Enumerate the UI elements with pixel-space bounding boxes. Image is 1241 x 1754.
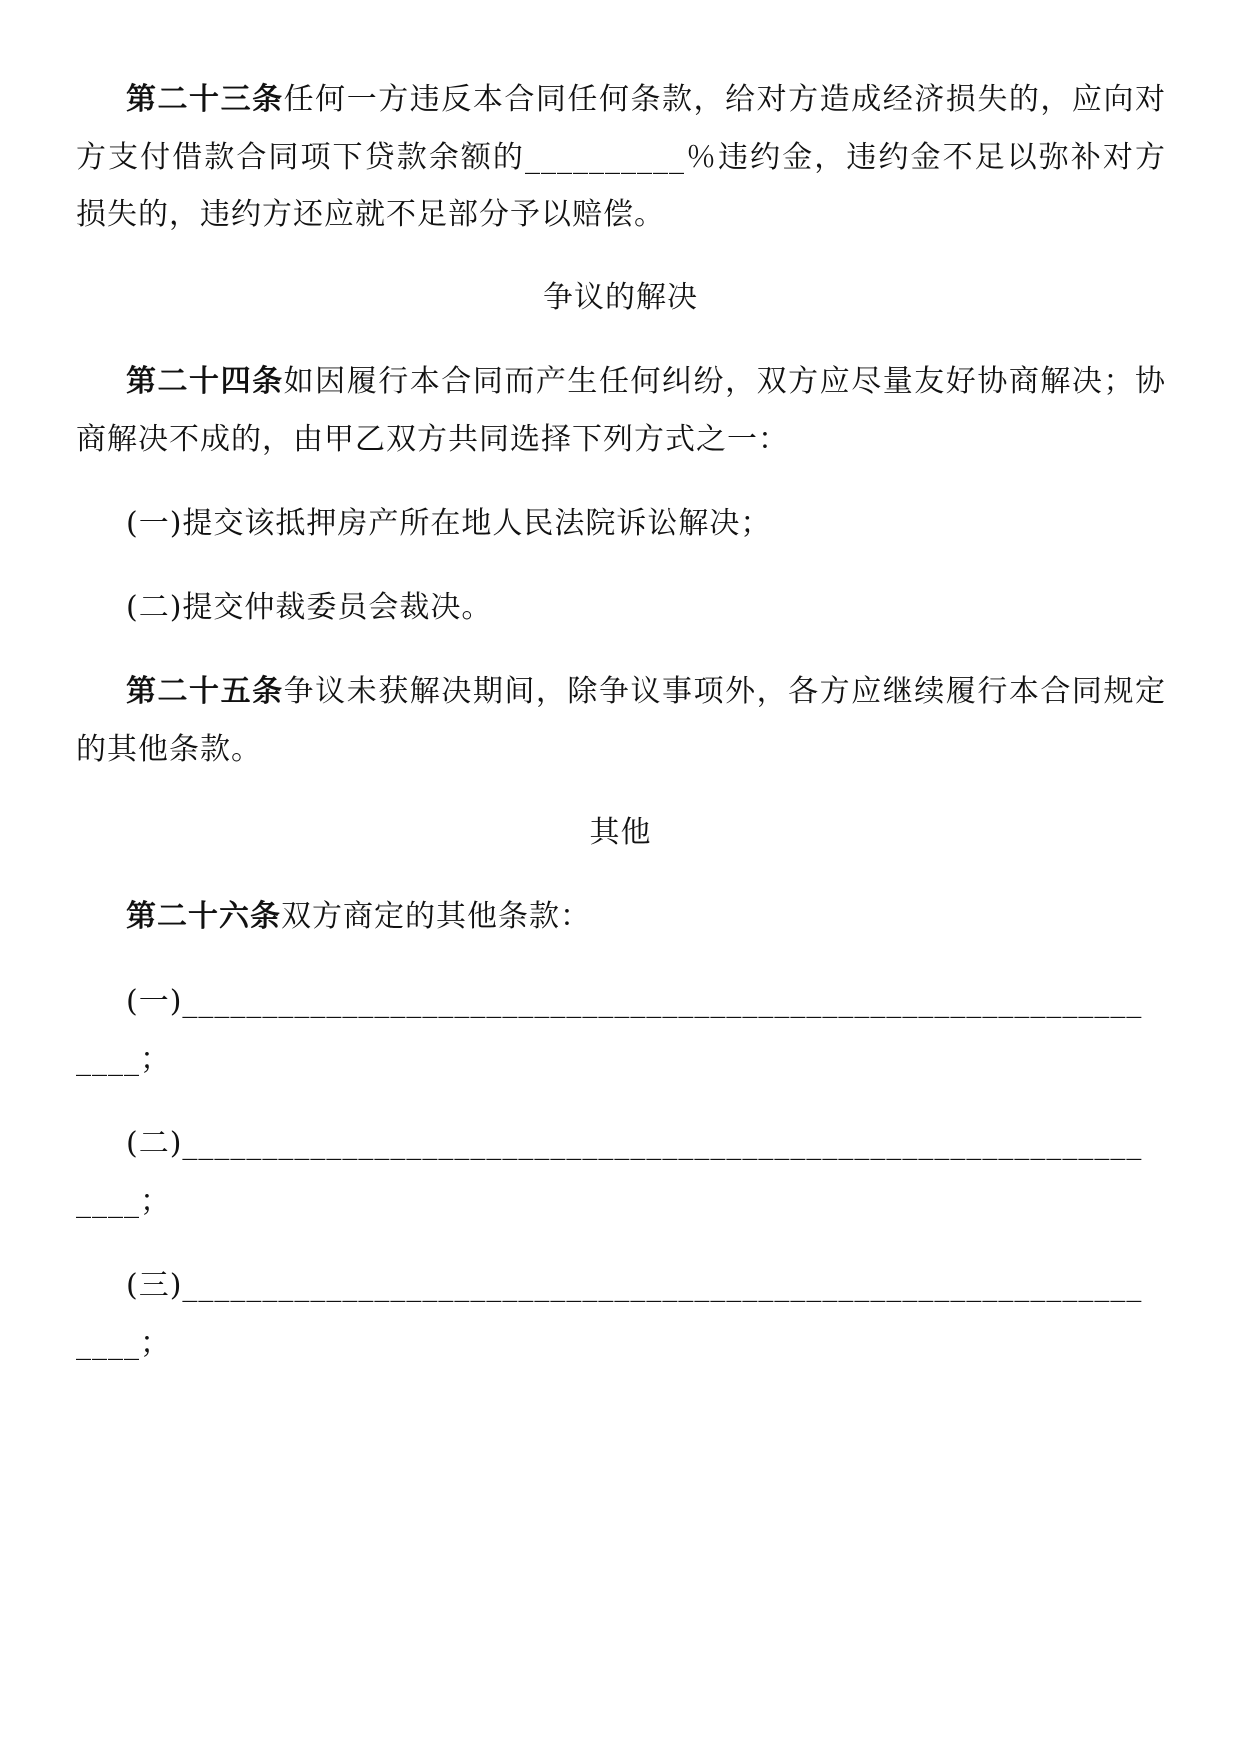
article-26-item-3 <box>126 1266 1166 1306</box>
article-23-label: 第二十三条 <box>126 82 284 117</box>
article-24-label: 第二十四条 <box>126 364 284 399</box>
article-24-line-1 <box>126 362 1166 402</box>
item-1-blank: ____________________________________________________________ <box>182 984 1143 1019</box>
article-26-item-2 <box>126 1124 1166 1164</box>
item-2-marker: (二) <box>126 1126 183 1161</box>
article-25-line-1 <box>126 672 1166 712</box>
article-26-item-3-tail: ____； <box>76 1326 171 1361</box>
article-26-line-1 <box>126 897 1166 937</box>
section-heading-other: 其他 <box>589 815 652 850</box>
article-26-text-1: 双方商定的其他条款： <box>281 899 591 934</box>
article-25-label: 第二十五条 <box>126 674 284 709</box>
article-23-line-1 <box>126 80 1166 120</box>
article-24-text-1: 如因履行本合同而产生任何纠纷，双方应尽量友好协商解决；协 <box>283 364 1166 399</box>
article-23-text-1: 任何一方违反本合同任何条款，给对方造成经济损失的，应向对 <box>283 82 1166 117</box>
article-25-line-2: 的其他条款。 <box>76 732 262 767</box>
item-2-blank: ____________________________________________________________ <box>182 1126 1143 1161</box>
article-24-line-2: 商解决不成的，由甲乙双方共同选择下列方式之一： <box>76 422 789 457</box>
article-26-item-1 <box>126 982 1166 1022</box>
article-26-item-1-tail: ____； <box>76 1042 171 1077</box>
article-24-item-2: (二)提交仲裁委员会裁决。 <box>126 590 493 625</box>
article-25-text-1: 争议未获解决期间，除争议事项外，各方应继续履行本合同规定 <box>283 674 1166 709</box>
article-24-item-1: (一)提交该抵押房产所在地人民法院诉讼解决； <box>126 506 772 541</box>
article-23-line-3: 损失的，违约方还应就不足部分予以赔偿。 <box>76 197 665 232</box>
article-23-line-2: 方支付借款合同项下贷款余额的__________％违约金，违约金不足以弥补对方 <box>76 140 1166 175</box>
article-26-label: 第二十六条 <box>126 899 281 934</box>
section-heading-dispute: 争议的解决 <box>543 280 698 315</box>
article-26-item-2-tail: ____； <box>76 1184 171 1219</box>
item-1-marker: (一) <box>126 984 183 1019</box>
item-3-marker: (三) <box>126 1268 183 1303</box>
item-3-blank: ____________________________________________________________ <box>182 1268 1143 1303</box>
